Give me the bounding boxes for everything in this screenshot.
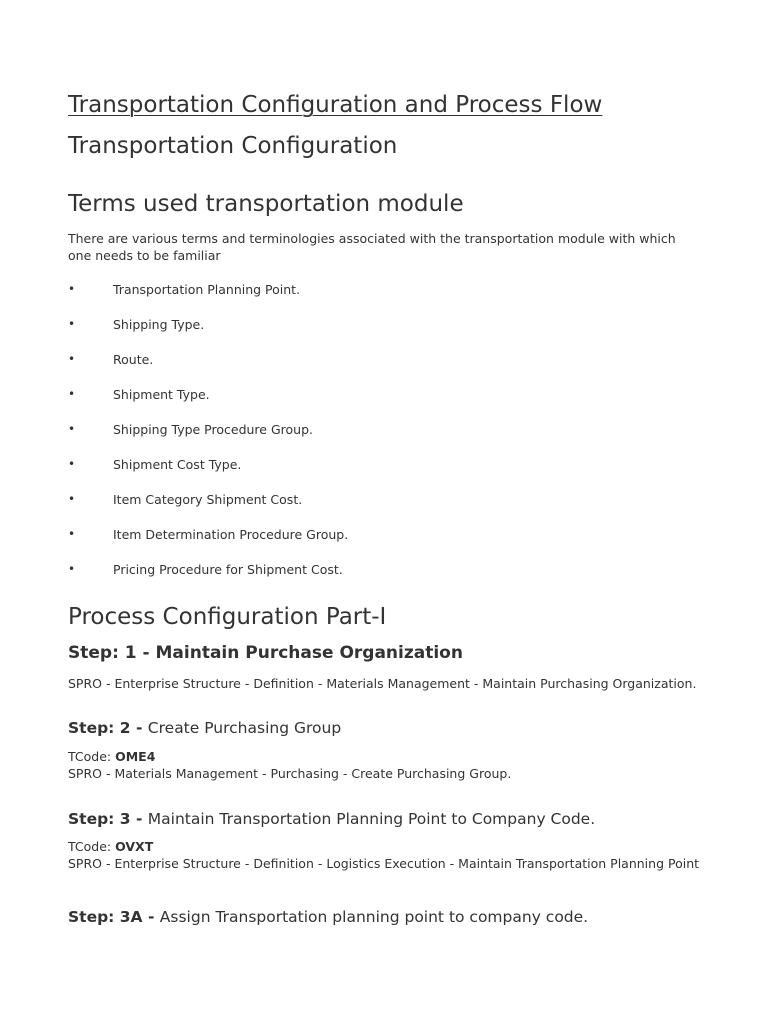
bullet-icon: •: [68, 317, 76, 331]
step-1-title: Maintain Purchase Organization: [155, 643, 463, 663]
step-3-body: [68, 838, 708, 872]
term-text: Pricing Procedure for Shipment Cost.: [113, 562, 343, 577]
step-2-body: [68, 748, 708, 782]
step-3-title: Maintain Transportation Planning Point to Company Code.: [147, 810, 596, 828]
step-1-heading: [68, 643, 463, 663]
step-2-heading: [68, 719, 341, 737]
heading-process-configuration: Process Configuration Part-I: [68, 604, 387, 630]
term-text: Item Category Shipment Cost.: [113, 492, 303, 507]
step-2-title: Create Purchasing Group: [147, 719, 342, 737]
step-2-tcode-line: [68, 748, 708, 765]
term-text: Transportation Planning Point.: [113, 282, 301, 297]
tcode-label: TCode:: [68, 839, 116, 854]
bullet-icon: •: [68, 387, 76, 401]
bullet-icon: •: [68, 492, 76, 506]
term-text: Shipping Type.: [113, 317, 205, 332]
document-title: Transportation Configuration and Process Flow: [68, 92, 603, 118]
step-1-label: Step: 1 -: [68, 643, 156, 663]
tcode-label: TCode:: [68, 749, 116, 764]
step-2-label: Step: 2 -: [68, 719, 148, 737]
term-text: Item Determination Procedure Group.: [113, 527, 349, 542]
bullet-icon: •: [68, 457, 76, 471]
step-3-tcode-line: [68, 838, 708, 855]
step-3-label: Step: 3 -: [68, 810, 148, 828]
term-text: Shipment Type.: [113, 387, 210, 402]
step-3a-heading: [68, 908, 588, 926]
term-text: Shipment Cost Type.: [113, 457, 242, 472]
heading-transportation-configuration: Transportation Configuration: [68, 133, 398, 159]
step-3a-label: Step: 3A -: [68, 908, 160, 926]
bullet-icon: •: [68, 422, 76, 436]
bullet-icon: •: [68, 352, 76, 366]
step-3-tcode: OVXT: [115, 839, 154, 854]
bullet-icon: •: [68, 282, 76, 296]
heading-terms: Terms used transportation module: [68, 191, 464, 217]
step-2-tcode: OME4: [115, 749, 156, 764]
bullet-icon: •: [68, 562, 76, 576]
step-3-heading: [68, 810, 595, 828]
bullet-icon: •: [68, 527, 76, 541]
step-3a-title: Assign Transportation planning point to company code.: [159, 908, 589, 926]
intro-paragraph: There are various terms and terminologies associated with the transportation module with which one needs to be familiar: [68, 231, 676, 263]
step-2-path: SPRO - Materials Management - Purchasing - Create Purchasing Group.: [68, 766, 512, 781]
step-1-path: SPRO - Enterprise Structure - Definition - Materials Management - Maintain Purchasing Organization.: [68, 676, 697, 691]
term-text: Shipping Type Procedure Group.: [113, 422, 313, 437]
step-3-path: SPRO - Enterprise Structure - Definition - Logistics Execution - Maintain Transportation Planning Point: [68, 856, 700, 871]
term-text: Route.: [113, 352, 154, 367]
